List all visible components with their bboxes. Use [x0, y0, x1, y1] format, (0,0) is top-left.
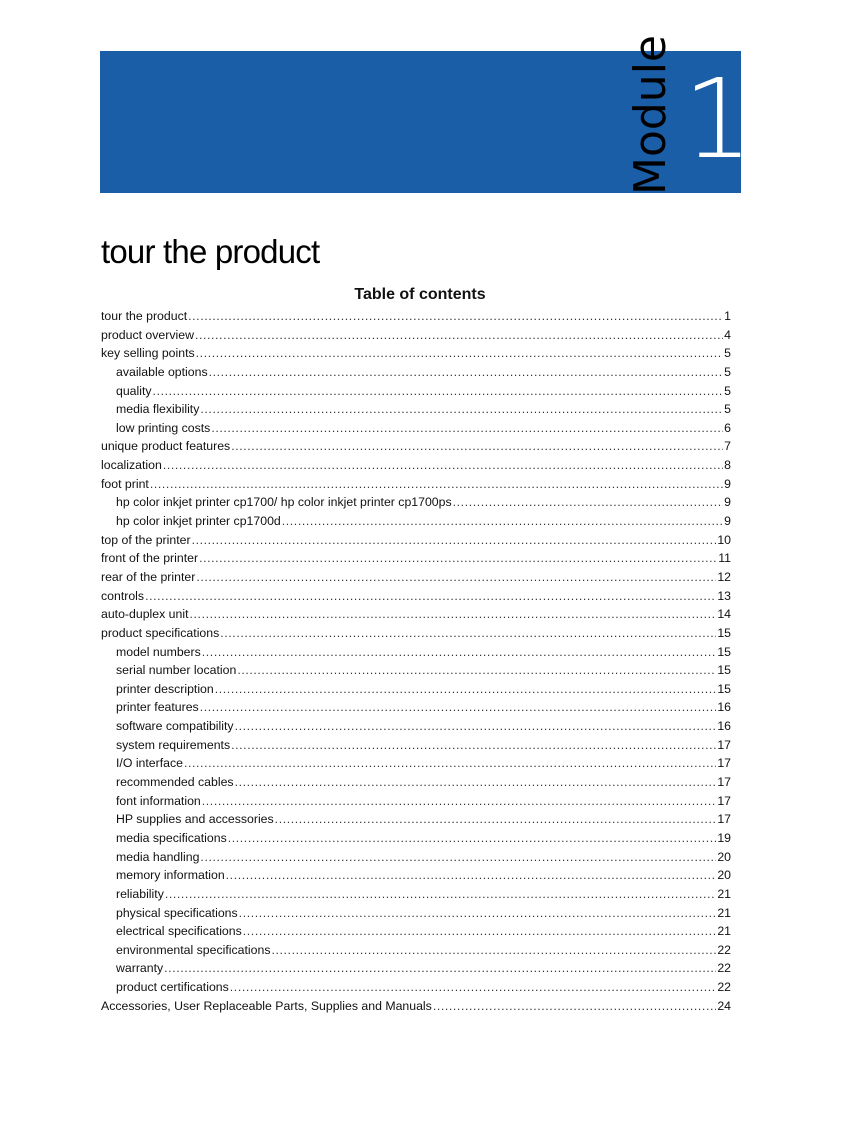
toc-dot-leader [220, 624, 716, 643]
toc-entry-label: unique product features [101, 439, 231, 454]
toc-entry-label: front of the printer [101, 551, 199, 566]
toc-dot-leader [196, 568, 716, 587]
toc-entry-label: HP supplies and accessories [116, 812, 274, 827]
toc-entry-label: recommended cables [116, 775, 234, 790]
toc-entry-label: electrical specifications [116, 924, 242, 939]
toc-dot-leader [153, 382, 724, 401]
toc-entry[interactable] [101, 587, 731, 606]
toc-entry-label: environmental specifications [116, 942, 271, 957]
toc-entry-label: hp color inkjet printer cp1700d [116, 514, 281, 529]
toc-entry-page-number: 7 [724, 439, 731, 454]
toc-entry-page-number: 4 [724, 327, 731, 342]
toc-entry[interactable] [101, 456, 731, 475]
toc-dot-leader [165, 885, 716, 904]
toc-dot-leader [200, 848, 716, 867]
module-number: 1 [683, 55, 753, 183]
table-of-contents [101, 307, 731, 1015]
toc-entry-page-number: 11 [718, 551, 731, 566]
toc-entry-page-number: 17 [717, 793, 731, 808]
toc-entry-label: foot print [101, 476, 149, 491]
toc-entry-label: key selling points [101, 346, 195, 361]
toc-entry-label: top of the printer [101, 532, 191, 547]
toc-entry-label: rear of the printer [101, 569, 196, 584]
toc-entry-page-number: 22 [717, 961, 731, 976]
toc-dot-leader [164, 959, 716, 978]
toc-dot-leader [275, 810, 717, 829]
toc-dot-leader [231, 736, 716, 755]
toc-entry-label: product overview [101, 327, 194, 342]
toc-dot-leader [215, 680, 717, 699]
toc-entry-page-number: 15 [717, 644, 731, 659]
toc-dot-leader [190, 605, 717, 624]
toc-dot-leader [282, 512, 723, 531]
toc-subentry[interactable] [101, 922, 731, 941]
toc-entry-page-number: 1 [724, 309, 731, 323]
toc-entry-label: system requirements [116, 737, 231, 752]
toc-dot-leader [163, 456, 723, 475]
toc-heading: Table of contents [354, 286, 486, 303]
toc-dot-leader [150, 475, 723, 494]
toc-subentry[interactable] [101, 736, 731, 755]
toc-subentry[interactable] [101, 493, 731, 512]
toc-dot-leader [202, 792, 717, 811]
toc-entry-page-number: 10 [717, 532, 731, 547]
toc-entry-page-number: 21 [717, 924, 731, 939]
toc-dot-leader [237, 661, 716, 680]
toc-entry-page-number: 5 [724, 364, 731, 379]
toc-entry-page-number: 5 [724, 346, 731, 361]
toc-entry-label: hp color inkjet printer cp1700/ hp color inkjet printer cp1700ps [116, 495, 452, 510]
toc-subentry[interactable] [101, 400, 731, 419]
toc-entry-label: quality [116, 383, 152, 398]
toc-entry-label: product certifications [116, 980, 229, 995]
toc-dot-leader [199, 549, 717, 568]
toc-entry-label: low printing costs [116, 420, 211, 435]
toc-entry-label: model numbers [116, 644, 201, 659]
toc-dot-leader [188, 307, 723, 326]
toc-entry-page-number: 12 [717, 569, 731, 584]
toc-dot-leader [196, 344, 724, 363]
toc-entry-label: serial number location [116, 663, 237, 678]
toc-subentry[interactable] [101, 363, 731, 382]
toc-entry-page-number: 21 [717, 905, 731, 920]
toc-dot-leader [195, 326, 723, 345]
toc-dot-leader [243, 922, 717, 941]
toc-entry-page-number: 20 [717, 868, 731, 883]
toc-entry-label: printer features [116, 700, 199, 715]
toc-subentry[interactable] [101, 512, 731, 531]
toc-entry-page-number: 6 [724, 420, 731, 435]
toc-dot-leader [202, 643, 717, 662]
toc-entry-label: software compatibility [116, 719, 234, 734]
toc-subentry[interactable] [101, 941, 731, 960]
toc-entry[interactable] [101, 475, 731, 494]
toc-entry-label: media specifications [116, 830, 227, 845]
toc-entry[interactable] [101, 531, 731, 550]
toc-entry-page-number: 17 [717, 756, 731, 771]
toc-subentry[interactable] [101, 698, 731, 717]
toc-subentry[interactable] [101, 382, 731, 401]
toc-dot-leader [271, 941, 716, 960]
toc-entry-label: tour the product [101, 309, 188, 323]
toc-entry-label: I/O interface [116, 756, 183, 771]
toc-dot-leader [230, 978, 717, 997]
toc-dot-leader [200, 698, 717, 717]
toc-entry-page-number: 8 [724, 458, 731, 473]
toc-subentry[interactable] [101, 680, 731, 699]
toc-entry-label: font information [116, 793, 201, 808]
toc-entry-page-number: 9 [724, 514, 731, 529]
toc-dot-leader [228, 829, 717, 848]
toc-subentry[interactable] [101, 792, 731, 811]
toc-entry-page-number: 17 [717, 812, 731, 827]
toc-subentry[interactable] [101, 866, 731, 885]
toc-entry-label: physical specifications [116, 905, 238, 920]
toc-dot-leader [453, 493, 724, 512]
toc-entry-page-number: 15 [717, 625, 731, 640]
toc-subentry[interactable] [101, 848, 731, 867]
toc-entry-label: printer description [116, 681, 214, 696]
toc-entry-page-number: 15 [717, 681, 731, 696]
toc-entry-page-number: 16 [717, 719, 731, 734]
toc-dot-leader [145, 587, 716, 606]
toc-entry-page-number: 21 [717, 886, 731, 901]
toc-entry-page-number: 5 [724, 383, 731, 398]
toc-entry-page-number: 15 [717, 663, 731, 678]
toc-entry-label: media flexibility [116, 402, 200, 417]
toc-subentry[interactable] [101, 717, 731, 736]
toc-entry[interactable] [101, 568, 731, 587]
toc-entry-label: controls [101, 588, 145, 603]
toc-subentry[interactable] [101, 810, 731, 829]
toc-subentry[interactable] [101, 885, 731, 904]
toc-dot-leader [231, 437, 723, 456]
toc-dot-leader [192, 531, 717, 550]
toc-entry-page-number: 9 [724, 495, 731, 510]
toc-entry[interactable] [101, 437, 731, 456]
toc-subentry[interactable] [101, 419, 731, 438]
toc-subentry[interactable] [101, 773, 731, 792]
toc-entry-page-number: 17 [717, 775, 731, 790]
toc-entry-page-number: 5 [724, 402, 731, 417]
toc-entry-page-number: 9 [724, 476, 731, 491]
toc-entry[interactable] [101, 624, 731, 643]
toc-entry-label: product specifications [101, 625, 220, 640]
toc-entry-label: reliability [116, 886, 164, 901]
toc-dot-leader [235, 773, 717, 792]
toc-subentry[interactable] [101, 978, 731, 997]
toc-subentry[interactable] [101, 754, 731, 773]
toc-entry-page-number: 14 [717, 607, 731, 622]
toc-entry-page-number: 24 [717, 998, 731, 1013]
toc-dot-leader [209, 363, 724, 382]
toc-entry-label: auto-duplex unit [101, 607, 189, 622]
toc-dot-leader [239, 904, 717, 923]
toc-entry-page-number: 20 [717, 849, 731, 864]
toc-entry[interactable] [101, 605, 731, 624]
toc-entry[interactable] [101, 307, 731, 326]
toc-entry[interactable] [101, 326, 731, 345]
module-label: Module [625, 35, 676, 195]
toc-dot-leader [184, 754, 716, 773]
page-title: tour the product [101, 233, 320, 270]
toc-entry-page-number: 22 [717, 980, 731, 995]
toc-entry-label: warranty [116, 961, 164, 976]
toc-subentry[interactable] [101, 829, 731, 848]
toc-entry-page-number: 13 [717, 588, 731, 603]
toc-entry-label: memory information [116, 868, 225, 883]
toc-dot-leader [433, 997, 716, 1016]
toc-entry-label: Accessories, User Replaceable Parts, Supplies and Manuals [101, 998, 432, 1013]
toc-dot-leader [235, 717, 717, 736]
toc-entry-page-number: 17 [717, 737, 731, 752]
toc-subentry[interactable] [101, 643, 731, 662]
toc-entry-label: media handling [116, 849, 200, 864]
toc-subentry[interactable] [101, 904, 731, 923]
toc-subentry[interactable] [101, 661, 731, 680]
toc-entry-page-number: 22 [717, 942, 731, 957]
toc-entry-page-number: 19 [717, 830, 731, 845]
toc-entry[interactable] [101, 344, 731, 363]
toc-entry[interactable] [101, 997, 731, 1016]
toc-dot-leader [200, 400, 723, 419]
toc-dot-leader [226, 866, 717, 885]
toc-entry-label: localization [101, 458, 162, 473]
toc-dot-leader [211, 419, 723, 438]
toc-entry[interactable] [101, 549, 731, 568]
toc-entry-label: available options [116, 364, 208, 379]
toc-entry-page-number: 16 [717, 700, 731, 715]
toc-subentry[interactable] [101, 959, 731, 978]
